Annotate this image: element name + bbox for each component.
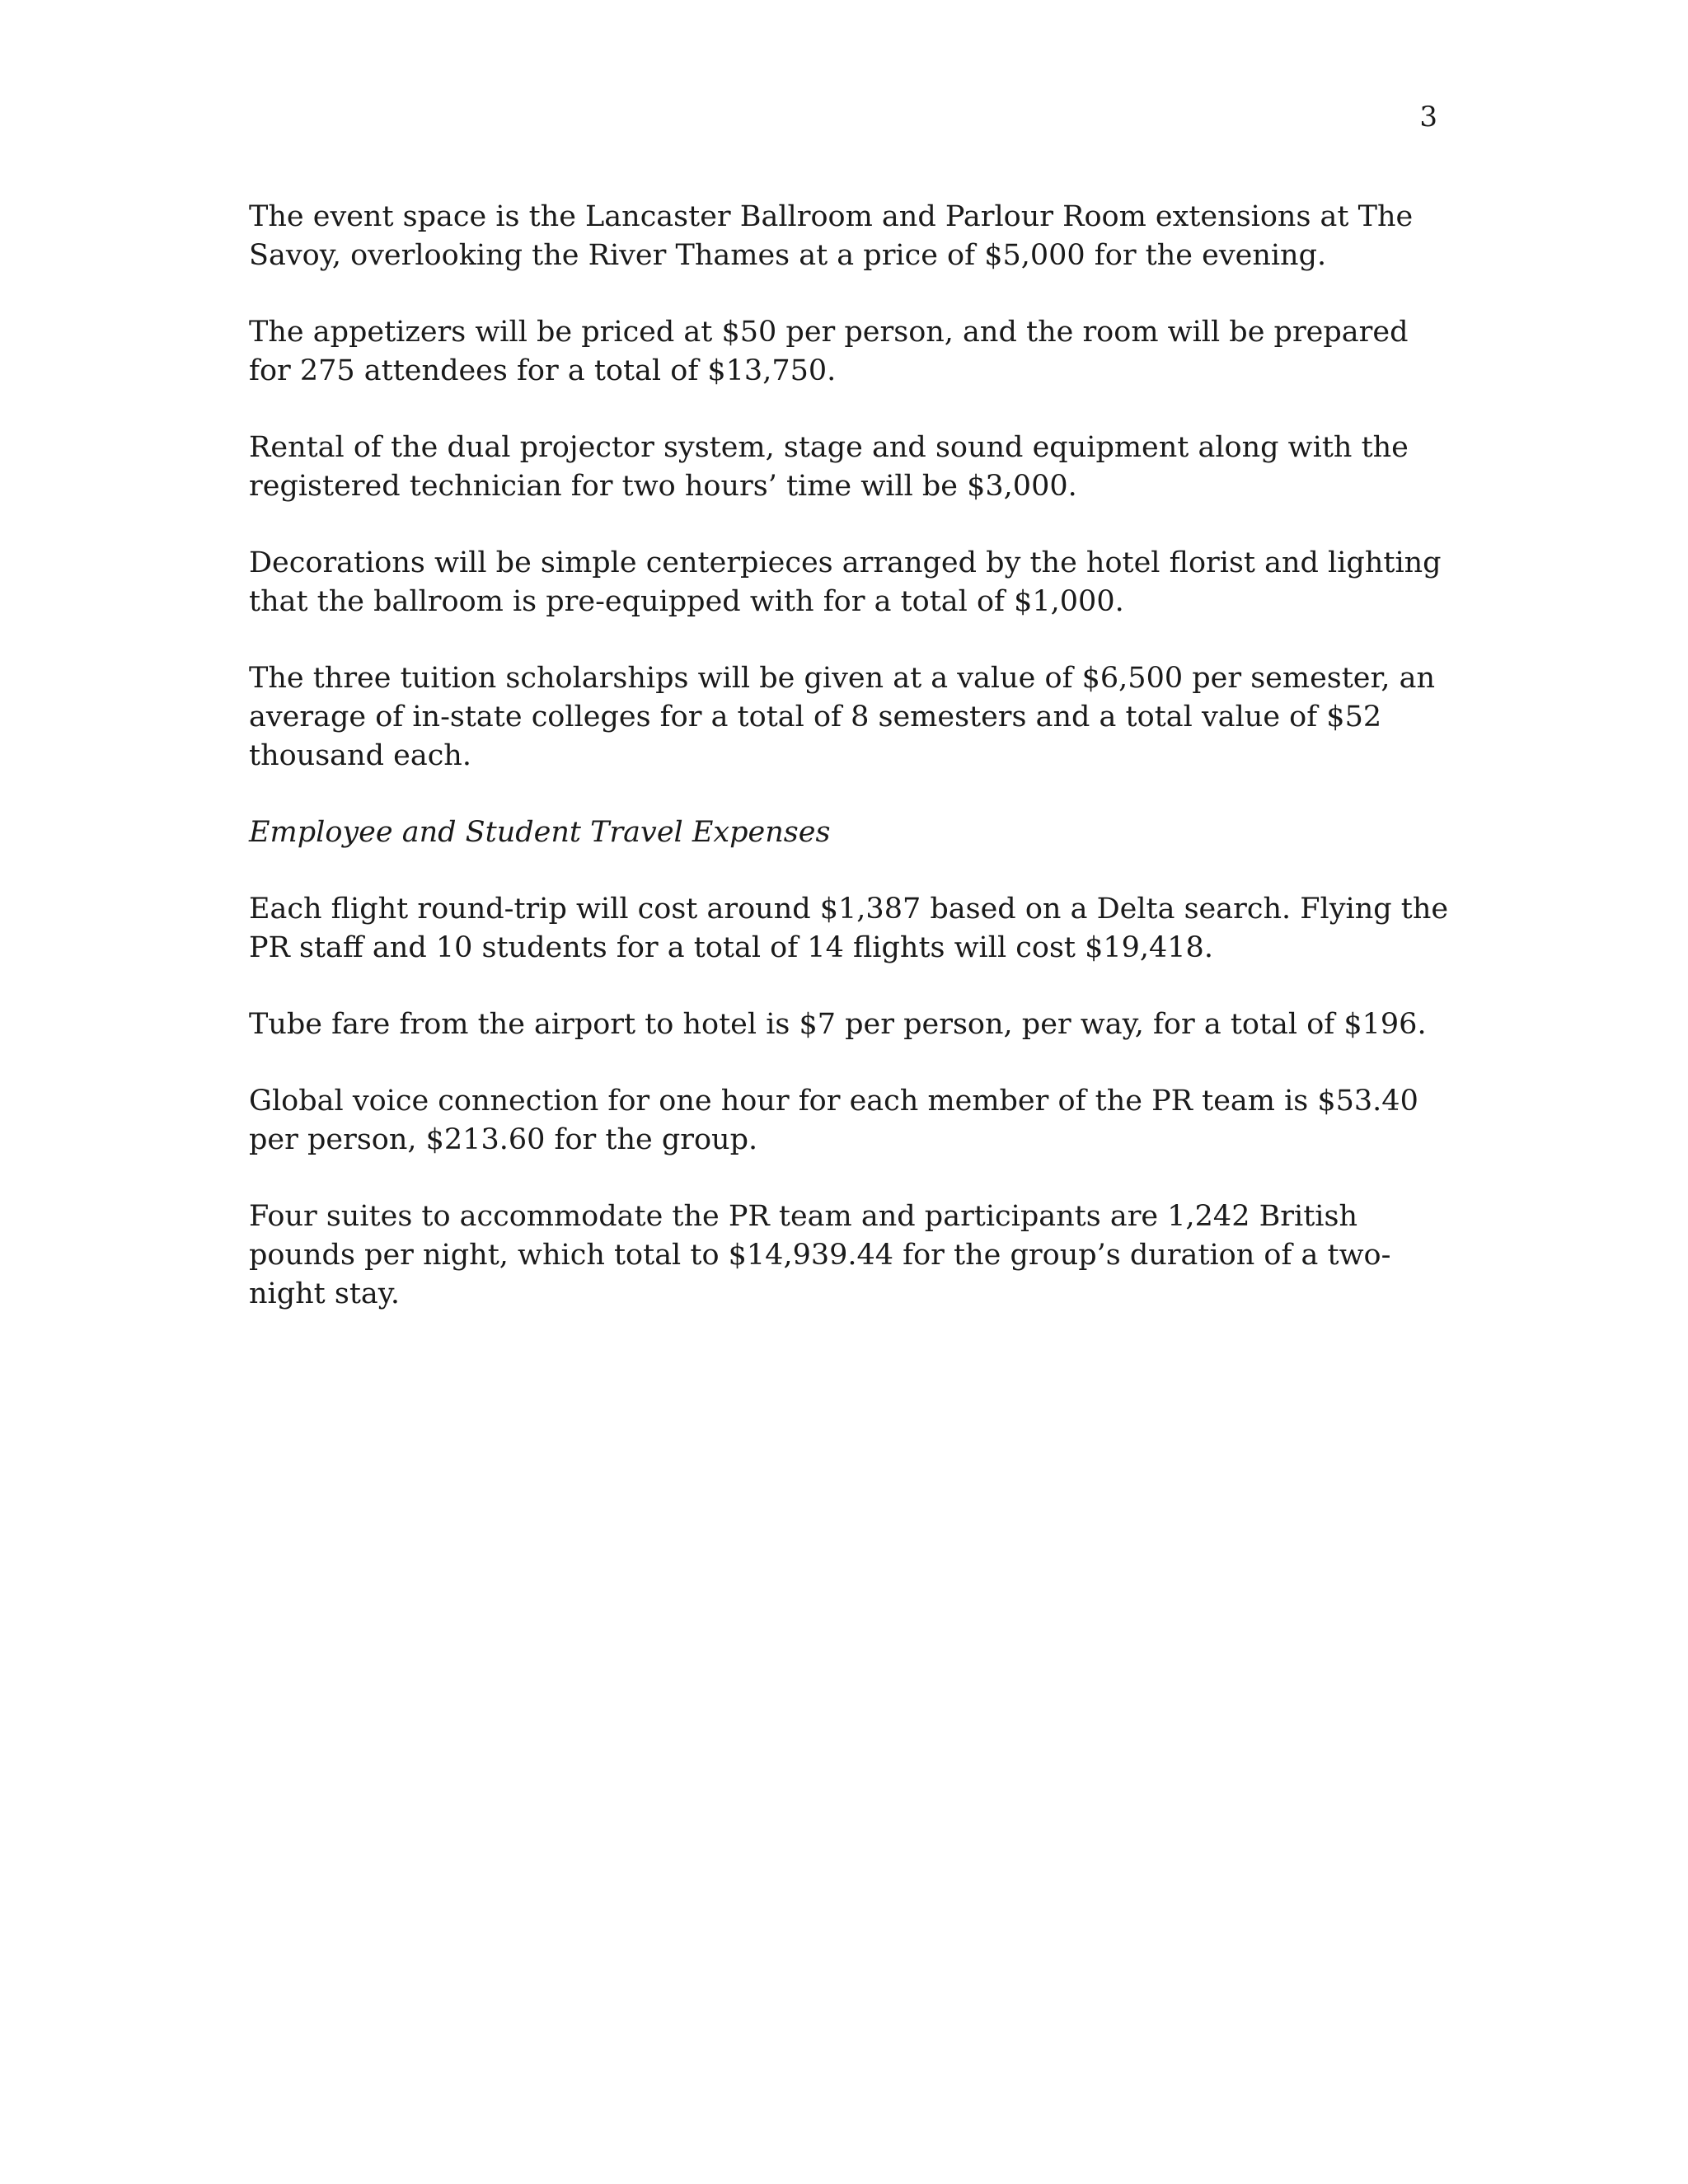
page-number: 3 (1419, 101, 1437, 134)
paragraph-appetizers: The appetizers will be priced at $50 per person, and the room will be prepared for 275 attendees for a total of $13,750. (249, 316, 1409, 387)
paragraph-flights: Each flight round-trip will cost around $1,387 based on a Delta search. Flying the PR staff and 10 students for a total of 14 flights will cost $19,418. (249, 893, 1449, 964)
paragraph-scholarships: The three tuition scholarships will be given at a value of $6,500 per semester, an average of in-state colleges for a total of 8 semesters and a total value of $52 thousand each. (249, 662, 1436, 772)
document-body (249, 198, 1452, 1352)
section-heading: Employee and Student Travel Expenses (249, 816, 831, 849)
paragraph-decorations: Decorations will be simple centerpieces arranged by the hotel florist and lighting that the ballroom is pre-equipped with for a total of $1,000. (249, 546, 1442, 618)
paragraph-voice-connection: Global voice connection for one hour for each member of the PR team is $53.40 per person, $213.60 for the group. (249, 1085, 1418, 1156)
paragraph-equipment-rental: Rental of the dual projector system, stage and sound equipment along with the registered technician for two hours’ time will be $3,000. (249, 431, 1409, 503)
paragraph-event-space: The event space is the Lancaster Ballroom and Parlour Room extensions at The Savoy, overlooking the River Thames at a price of $5,000 for the evening. (249, 200, 1414, 272)
paragraph-suites: Four suites to accommodate the PR team and participants are 1,242 British pounds per night, which total to $14,939.44 for the group’s duration of a two-night stay. (249, 1200, 1391, 1310)
paragraph-tube-fare: Tube fare from the airport to hotel is $7 per person, per way, for a total of $196. (249, 1008, 1427, 1041)
